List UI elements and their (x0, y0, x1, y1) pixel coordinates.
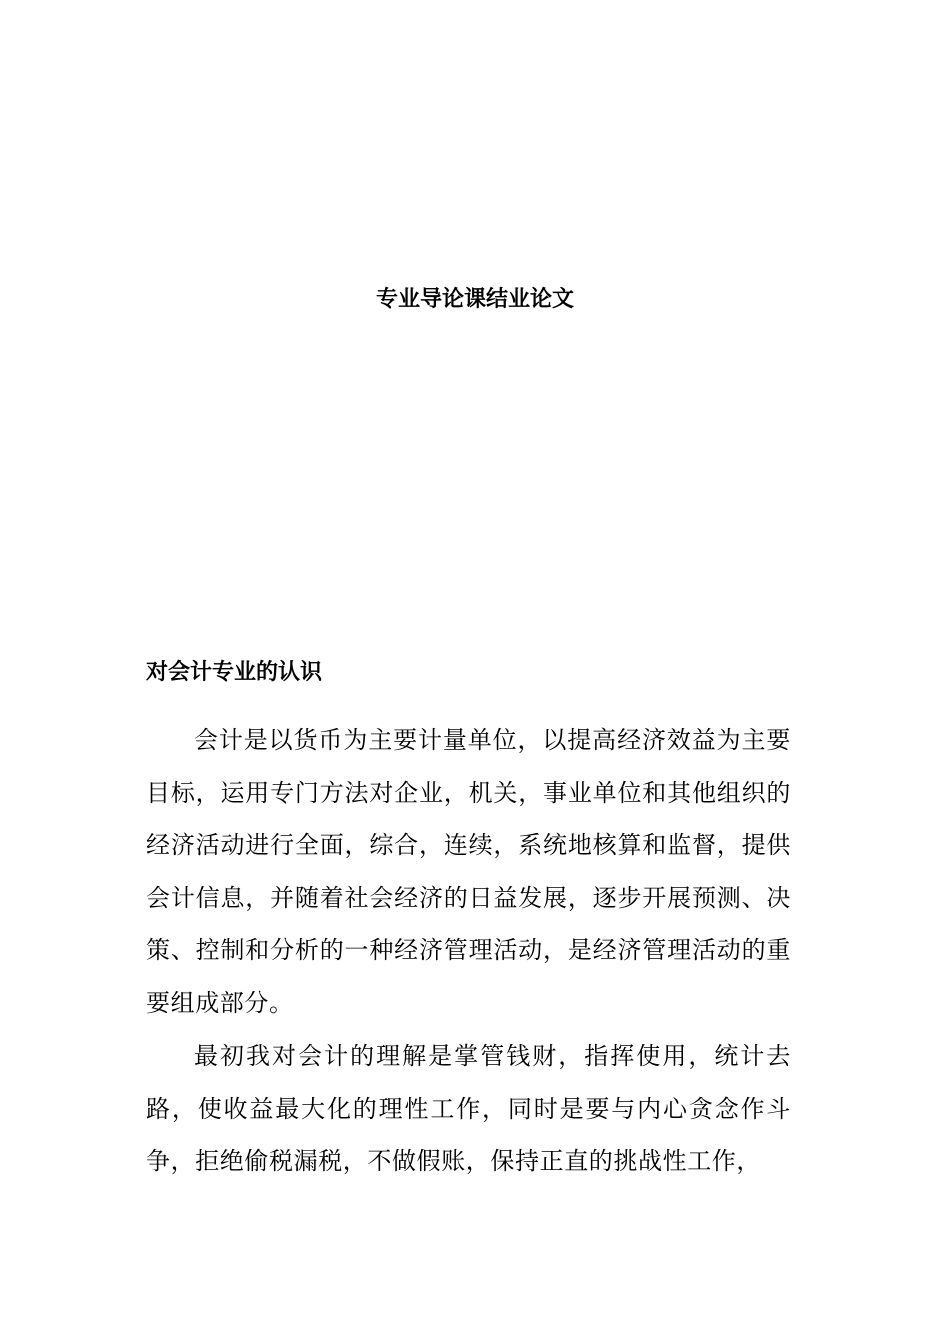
document-title: 专业导论课结业论文 (375, 286, 574, 312)
body-paragraph-2: 最初我对会计的理解是掌管钱财，指挥使用，统计去路，使收益最大化的理性工作，同时是要与内心贪念作斗争，拒绝偷税漏税，不做假账，保持正直的挑战性工作， (146, 1042, 791, 1175)
section-heading: 对会计专业的认识 (146, 659, 323, 685)
body-paragraph-1: 会计是以货币为主要计量单位，以提高经济效益为主要目标，运用专门方法对企业，机关，事业单位和其他组织的经济活动进行全面，综合，连续，系统地核算和监督，提供会计信息，并随着社会经济的日益发展，逐步开展预测、决策、控制和分析的一种经济管理活动，是经济管理活动的重要组成部分。 (146, 726, 791, 1017)
